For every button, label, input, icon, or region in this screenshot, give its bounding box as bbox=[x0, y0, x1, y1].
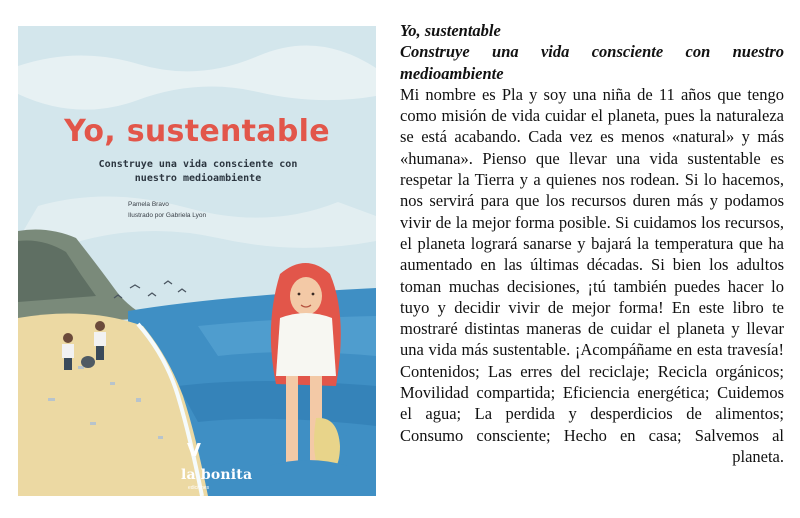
book-listing bbox=[400, 20, 784, 467]
book-cover[interactable] bbox=[18, 26, 376, 496]
book-subtitle: Construye una vida consciente con nuestro medioambiente bbox=[400, 42, 784, 83]
publisher-logo-icon: V bbox=[187, 440, 201, 461]
cover-author: Pamela Bravo bbox=[128, 201, 169, 208]
book-title: Yo, sustentable bbox=[400, 21, 501, 40]
cover-illustration bbox=[18, 26, 376, 496]
cover-illustrator: Ilustrado por Gabriela Lyon bbox=[128, 212, 207, 219]
cover-subtitle: Construye una vida consciente con nuestro medioambiente bbox=[98, 159, 298, 184]
publisher-logo: la bonita bbox=[181, 467, 253, 483]
cover-title: Yo, sustentable bbox=[64, 114, 330, 149]
publisher-name: ediciones bbox=[188, 485, 210, 491]
book-description: Mi nombre es Pla y soy una niña de 11 años que tengo como misión de vida cuidar el planeta, pues la naturaleza se está acabando. Cada vez es menos «natural» y más «humana». Pienso que llevar una vida sustentable es respetar la Tierra y a quienes nos rodean. Si lo hacemos, nos servirá para que los recursos duren más y podamos vivir de la mejor forma posible. Si cuidamos los recursos, el planeta logrará sanarse y bajará la temperatura que ha aumentado en las últimas décadas. Si bien los adultos toman muchas decisiones, ¡tú también puedes hacer lo tuyo y decidir vivir de mejor forma! En este libro te mostraré distintas maneras de cuidar el planeta y llevar una vida más sustentable. ¡Acompáñame en esta travesía! Contenidos; Las erres del reciclaje; Recicla orgánicos; Movilidad compartida; Eficiencia energética; Cuidemos el agua; La perdida y desperdicios de alimentos; Consumo consciente; Hecho en casa; Salvemos al planeta. bbox=[400, 84, 784, 466]
